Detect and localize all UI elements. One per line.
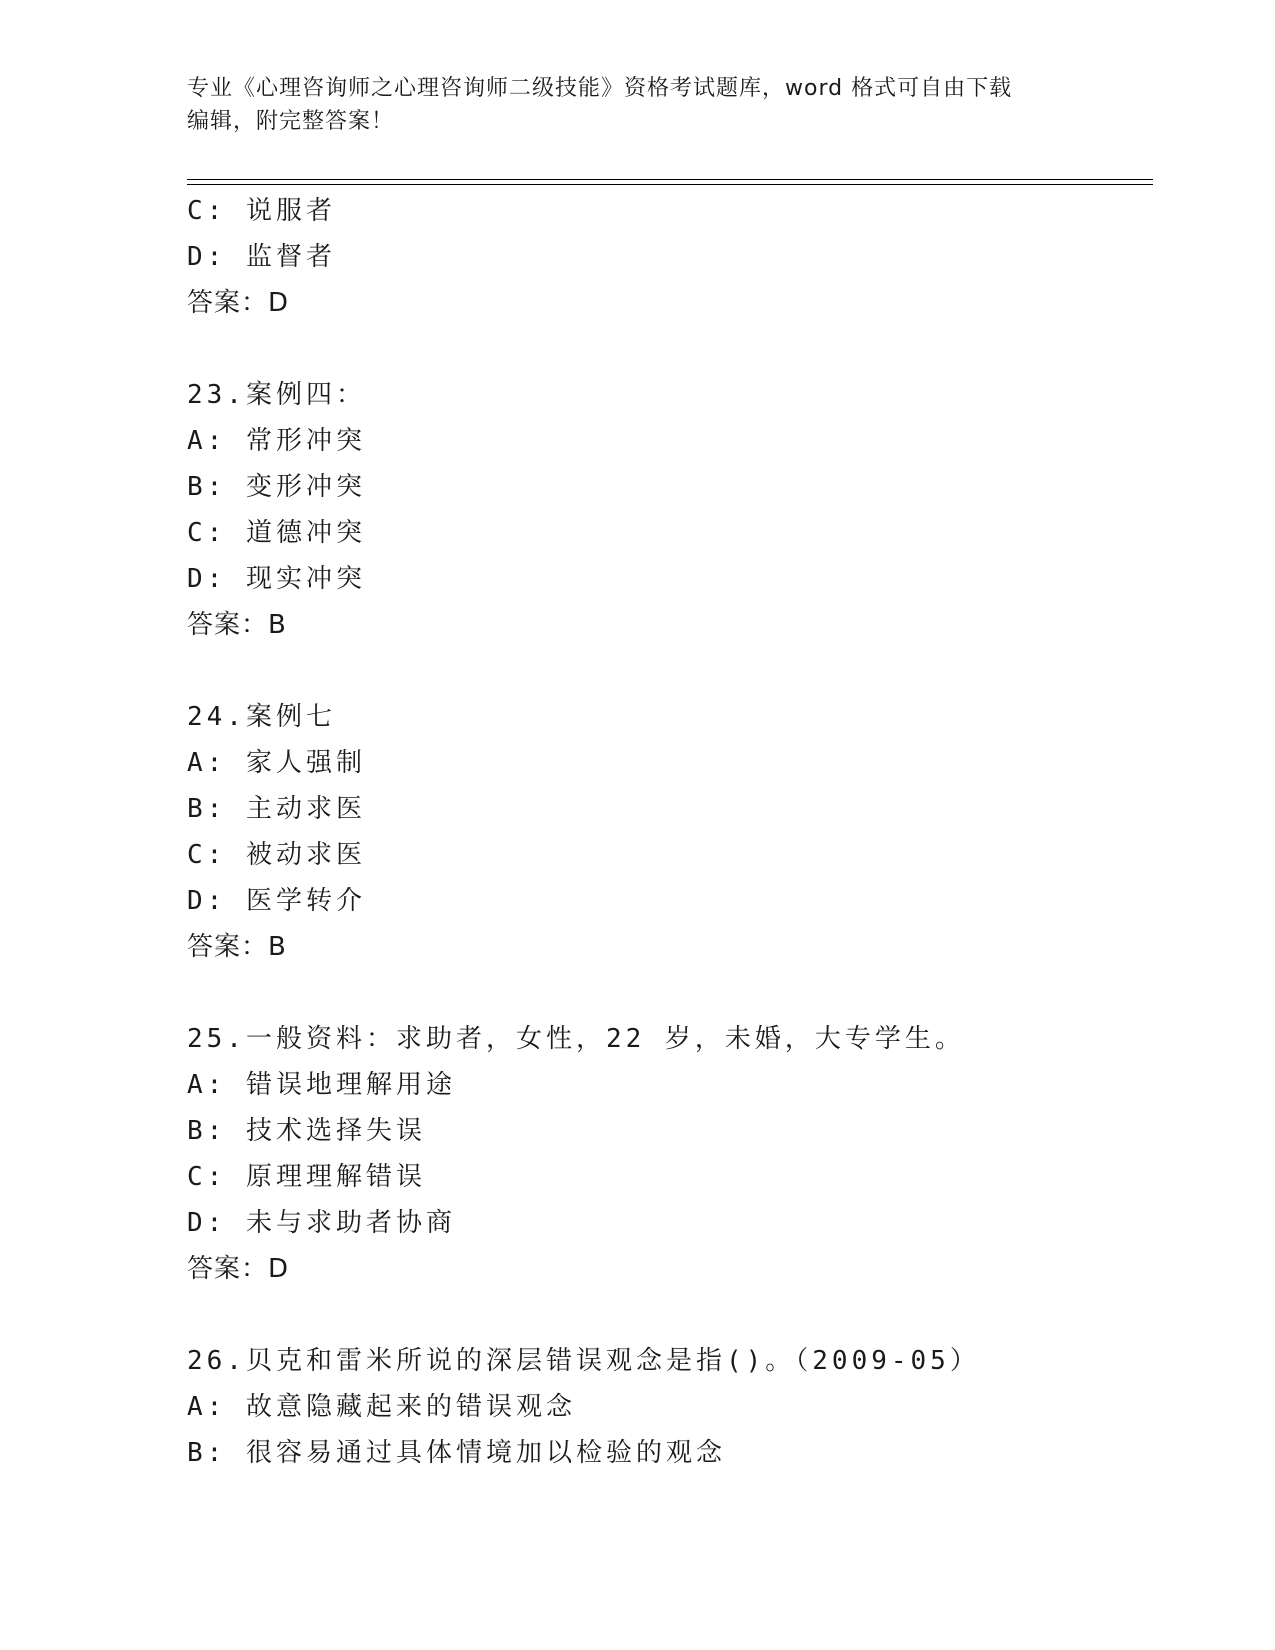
- question-title: 23.案例四：: [187, 380, 366, 410]
- option-line: D: 监督者: [187, 242, 336, 272]
- option-line: C: 说服者: [187, 196, 336, 226]
- spacer: [187, 970, 1167, 1016]
- answer-line: 答案：B: [187, 610, 287, 640]
- answer-line: 答案：D: [187, 288, 290, 318]
- question-title: 24.案例七: [187, 702, 336, 732]
- option-line: D: 医学转介: [187, 886, 366, 916]
- question-list: [187, 188, 1167, 1476]
- option-line: B: 主动求医: [187, 794, 366, 824]
- option-line: A: 错误地理解用途: [187, 1070, 456, 1100]
- option-line: C: 道德冲突: [187, 518, 366, 548]
- option-line: B: 技术选择失误: [187, 1116, 426, 1146]
- question-title: 26.贝克和雷米所说的深层错误观念是指()。（2009-05）: [187, 1346, 980, 1376]
- option-line: B: 很容易通过具体情境加以检验的观念: [187, 1438, 726, 1468]
- spacer: [187, 1292, 1167, 1338]
- option-line: D: 现实冲突: [187, 564, 366, 594]
- header-line-2: 编辑，附完整答案！: [187, 109, 395, 134]
- answer-line: 答案：B: [187, 932, 287, 962]
- option-line: D: 未与求助者协商: [187, 1208, 456, 1238]
- spacer: [187, 326, 1167, 372]
- spacer: [187, 648, 1167, 694]
- document-header: [187, 72, 1087, 138]
- option-line: C: 原理理解错误: [187, 1162, 426, 1192]
- option-line: A: 家人强制: [187, 748, 366, 778]
- question-title: 25.一般资料：求助者，女性，22 岁，未婚，大专学生。: [187, 1024, 965, 1054]
- answer-line: 答案：D: [187, 1254, 290, 1284]
- option-line: A: 常形冲突: [187, 426, 366, 456]
- header-line-1: 专业《心理咨询师之心理咨询师二级技能》资格考试题库，word 格式可自由下载: [187, 76, 1013, 101]
- option-line: A: 故意隐藏起来的错误观念: [187, 1392, 576, 1422]
- header-divider: [187, 179, 1153, 185]
- option-line: C: 被动求医: [187, 840, 366, 870]
- option-line: B: 变形冲突: [187, 472, 366, 502]
